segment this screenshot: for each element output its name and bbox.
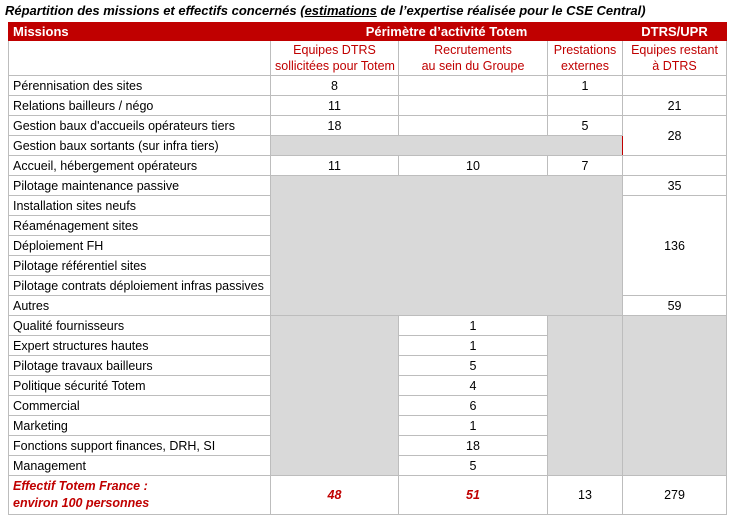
subheader-line: Prestations	[553, 43, 617, 57]
total-value-cell: 279	[623, 476, 727, 515]
value-cell	[399, 76, 548, 96]
table-row	[9, 156, 727, 176]
mission-label: Pilotage travaux bailleurs	[9, 356, 271, 376]
value-cell-merged: 28	[623, 116, 727, 156]
value-cell: 1	[399, 416, 548, 436]
value-cell: 7	[548, 156, 623, 176]
gray-merged-cell	[271, 316, 399, 476]
mission-label: Management	[9, 456, 271, 476]
value-cell: 59	[623, 296, 727, 316]
subheader-equipes-restant	[623, 41, 727, 76]
mission-label: Gestion baux sortants (sur infra tiers)	[9, 136, 271, 156]
totals-label	[9, 476, 271, 515]
mission-label: Autres	[9, 296, 271, 316]
mission-label: Installation sites neufs	[9, 196, 271, 216]
mission-label: Déploiement FH	[9, 236, 271, 256]
title-underlined-word: estimations	[304, 3, 377, 18]
mission-label: Pilotage contrats déploiement infras passives	[9, 276, 271, 296]
table-row	[9, 116, 727, 136]
table-row	[9, 76, 727, 96]
mission-label: Marketing	[9, 416, 271, 436]
gray-merged-cell	[271, 136, 623, 156]
subheader-line: Equipes restant	[631, 43, 718, 57]
gray-merged-cell	[548, 316, 623, 476]
table-row	[9, 136, 727, 156]
mission-label: Politique sécurité Totem	[9, 376, 271, 396]
value-cell: 5	[399, 356, 548, 376]
value-cell: 10	[399, 156, 548, 176]
value-cell: 1	[399, 316, 548, 336]
value-cell: 21	[623, 96, 727, 116]
subheader-recrutements	[399, 41, 548, 76]
value-cell	[399, 116, 548, 136]
subheader-line: au sein du Groupe	[421, 59, 525, 73]
total-value-cell: 51	[399, 476, 548, 515]
mission-label: Qualité fournisseurs	[9, 316, 271, 336]
subheader-equipes-dtrs	[271, 41, 399, 76]
value-cell: 4	[399, 376, 548, 396]
header-perimetre-totem: Périmètre d’activité Totem	[271, 23, 623, 41]
mission-label: Pérennisation des sites	[9, 76, 271, 96]
subheader-line: Recrutements	[434, 43, 512, 57]
header-band-row	[9, 23, 727, 41]
mission-label: Pilotage référentiel sites	[9, 256, 271, 276]
mission-label: Relations bailleurs / négo	[9, 96, 271, 116]
table-row	[9, 96, 727, 116]
mission-label: Accueil, hébergement opérateurs	[9, 156, 271, 176]
mission-label: Gestion baux d'accueils opérateurs tiers	[9, 116, 271, 136]
value-cell-merged: 136	[623, 196, 727, 296]
value-cell: 11	[271, 156, 399, 176]
total-value-cell: 48	[271, 476, 399, 515]
value-cell: 18	[399, 436, 548, 456]
title-suffix: de l’expertise réalisée pour le CSE Central)	[376, 3, 646, 18]
total-value-cell: 13	[548, 476, 623, 515]
mission-label: Fonctions support finances, DRH, SI	[9, 436, 271, 456]
table-row	[9, 316, 727, 336]
subheader-blank-cell	[9, 41, 271, 76]
table-row	[9, 176, 727, 196]
subheader-prestations	[548, 41, 623, 76]
value-cell: 5	[399, 456, 548, 476]
mission-label: Commercial	[9, 396, 271, 416]
missions-table	[8, 22, 727, 515]
subheader-line: à DTRS	[652, 59, 697, 73]
totals-label-line: environ 100 personnes	[13, 496, 150, 510]
value-cell	[399, 96, 548, 116]
subheader-line: externes	[561, 59, 609, 73]
totals-row	[9, 476, 727, 515]
totals-label-line: Effectif Totem France :	[13, 479, 148, 493]
gray-merged-cell	[623, 316, 727, 476]
header-dtrs-upr: DTRS/UPR	[623, 23, 727, 41]
title-prefix: Répartition des missions et effectifs concernés (	[5, 3, 305, 18]
mission-label: Pilotage maintenance passive	[9, 176, 271, 196]
subheader-line: sollicitées pour Totem	[275, 59, 395, 73]
value-cell: 18	[271, 116, 399, 136]
value-cell: 6	[399, 396, 548, 416]
value-cell: 11	[271, 96, 399, 116]
value-cell	[548, 96, 623, 116]
gray-merged-cell	[271, 176, 623, 316]
value-cell: 1	[399, 336, 548, 356]
mission-label: Expert structures hautes	[9, 336, 271, 356]
value-cell	[623, 156, 727, 176]
value-cell: 35	[623, 176, 727, 196]
value-cell: 8	[271, 76, 399, 96]
value-cell: 1	[548, 76, 623, 96]
value-cell: 5	[548, 116, 623, 136]
value-cell	[623, 76, 727, 96]
header-missions: Missions	[9, 23, 271, 41]
subheader-line: Equipes DTRS	[293, 43, 376, 57]
mission-label: Réaménagement sites	[9, 216, 271, 236]
page-title	[5, 3, 732, 18]
subheader-row	[9, 41, 727, 76]
